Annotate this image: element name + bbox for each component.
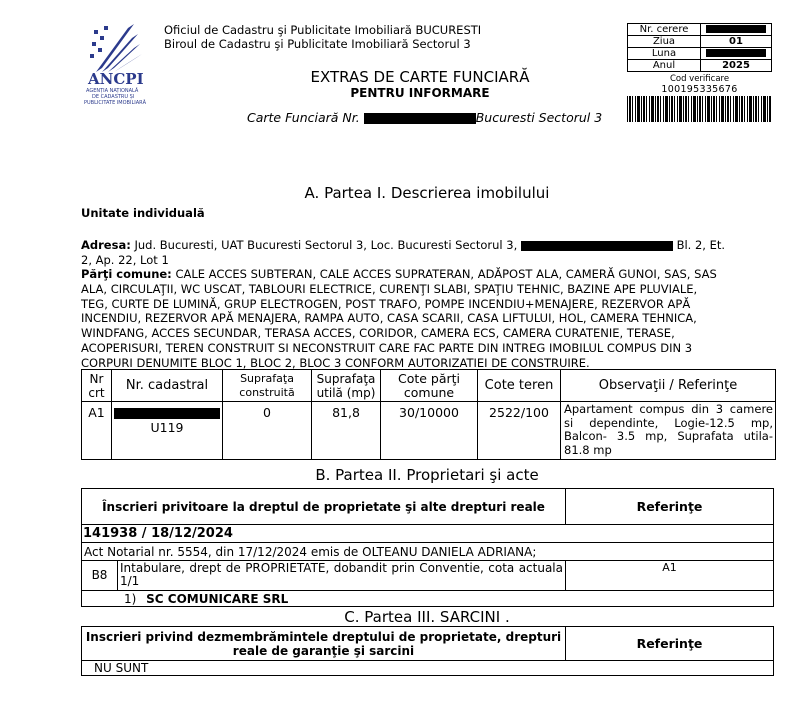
logo-line2: DE CADASTRU ȘI bbox=[92, 94, 135, 100]
act-notarial: Act Notarial nr. 5554, din 17/12/2024 emis de OLTEANU DANIELA ADRIANA; bbox=[82, 543, 774, 561]
request-label: Nr. cerere bbox=[628, 24, 701, 36]
request-row bbox=[628, 48, 772, 60]
cell-cadastral bbox=[112, 402, 223, 460]
cell-nr-crt: A1 bbox=[82, 402, 112, 460]
part1-heading: A. Partea I. Descrierea imobilului bbox=[304, 184, 550, 202]
th-useful-area: Suprafaţa utilă (mp) bbox=[312, 370, 381, 402]
owners-table bbox=[81, 524, 774, 607]
owners-col-right: Referinţe bbox=[566, 489, 774, 525]
th-observations: Observaţii / Referinţe bbox=[561, 370, 776, 402]
property-table-row bbox=[82, 402, 776, 460]
common-line: INCENDIU, REZERVOR APĂ MENAJERA, RAMPA AUTO, CASA SCARII, CASA LIFTULUI, HOL, CAMERA TEHNICA, bbox=[81, 311, 697, 326]
address-text1: Jud. Bucuresti, UAT Bucuresti Sectorul 3, Loc. Bucuresti Sectorul 3, bbox=[134, 238, 518, 252]
request-label: Anul bbox=[628, 60, 701, 72]
cell-common-shares: 30/10000 bbox=[381, 402, 478, 460]
request-row bbox=[628, 24, 772, 36]
common-parts bbox=[81, 267, 781, 371]
address-text3: 2, Ap. 22, Lot 1 bbox=[81, 252, 169, 267]
cell-land-shares: 2522/100 bbox=[478, 402, 561, 460]
encumbrances-col-left: Inscrieri privind dezmembrămintele dreptului de proprietate, drepturi reale de garanţie şi sarcini bbox=[82, 627, 566, 661]
request-value: 01 bbox=[701, 36, 772, 48]
th-common-shares: Cote părţi comune bbox=[381, 370, 478, 402]
entry-id: 141938 / 18/12/2024 bbox=[82, 525, 774, 543]
cell-observations: Apartament compus din 3 camere si dependinte, Logie-12.5 mp, Balcon- 3.5 mp, Suprafata utila- 81.8 mp bbox=[561, 402, 776, 460]
request-row bbox=[628, 36, 772, 48]
request-label: Luna bbox=[628, 48, 701, 60]
common-line: ALA, CIRCULAŢII, WC USCAT, TABLOURI ELECTRICE, CURENŢI SLABI, SPAŢIU TEHNIC, BAZINE APE PLUVIALE, bbox=[81, 281, 698, 296]
request-value: 2025 bbox=[701, 60, 772, 72]
th-nr-crt: Nr crt bbox=[82, 370, 112, 402]
common-line: ACOPERISURI, TEREN CONSTRUIT SI NECONSTRUIT CARE FAC PARTE DIN INTREG IMOBILUL COMPUS DIN 3 bbox=[81, 340, 693, 355]
th-land-shares: Cote teren bbox=[478, 370, 561, 402]
property-table-header bbox=[82, 370, 776, 402]
request-redaction bbox=[706, 49, 766, 57]
logo-line1: AGENȚIA NAȚIONALĂ bbox=[86, 88, 139, 94]
request-redaction bbox=[706, 25, 766, 33]
common-line: CORPURI DENUMITE BLOC 1, BLOC 2, BLOC 3 CONFORM AUTORIZATIEI DE CONSTRUIRE. bbox=[81, 355, 590, 370]
unit-type: Unitate individuală bbox=[81, 206, 205, 220]
cell-built-area: 0 bbox=[223, 402, 312, 460]
verify-code: 100195335676 bbox=[661, 84, 738, 95]
office-line1: Oficiul de Cadastru şi Publicitate Imobiliară BUCURESTI bbox=[164, 23, 482, 37]
owner-row bbox=[82, 591, 774, 607]
request-box bbox=[627, 23, 772, 72]
document-title: EXTRAS DE CARTE FUNCIARĂ bbox=[310, 68, 530, 86]
encumbrances-none: NU SUNT bbox=[82, 661, 774, 676]
owner-name: SC COMUNICARE SRL bbox=[146, 591, 289, 606]
request-value-redacted bbox=[701, 24, 772, 36]
barcode bbox=[627, 96, 772, 122]
b-ref: A1 bbox=[566, 561, 774, 591]
encumbrances-col-right: Referinţe bbox=[566, 627, 774, 661]
request-value-redacted bbox=[701, 48, 772, 60]
logo-acronym: ANCPI bbox=[88, 70, 144, 88]
cadastral-tail: U119 bbox=[150, 420, 184, 435]
verify-label: Cod verificare bbox=[669, 74, 730, 84]
encumbrances-table bbox=[81, 626, 774, 676]
common-label: Părţi comune: bbox=[81, 267, 172, 281]
owners-col-left: Înscrieri privitoare la dreptul de proprietate şi alte drepturi reale bbox=[82, 489, 566, 525]
b-code: B8 bbox=[82, 561, 118, 591]
common-line: CALE ACCES SUBTERAN, CALE ACCES SUPRATERAN, ADĂPOST ALA, CAMERĂ GUNOI, SAS, SAS bbox=[175, 267, 717, 281]
address-block bbox=[81, 238, 775, 267]
part3-heading: C. Partea III. SARCINI . bbox=[344, 608, 510, 626]
cf-number-line bbox=[247, 110, 602, 125]
address-label: Adresa: bbox=[81, 238, 131, 252]
cf-prefix: Carte Funciară Nr. bbox=[247, 110, 360, 125]
address-redaction bbox=[521, 241, 673, 251]
ancpi-logo bbox=[82, 20, 167, 110]
cf-suffix: Bucuresti Sectorul 3 bbox=[475, 110, 603, 125]
cf-number-redaction bbox=[364, 113, 476, 124]
owners-header-table bbox=[81, 488, 774, 525]
office-line2: Biroul de Cadastru şi Publicitate Imobiliară Sectorul 3 bbox=[164, 37, 471, 51]
address-text2: Bl. 2, Et. bbox=[676, 238, 726, 252]
document-subtitle: PENTRU INFORMARE bbox=[350, 86, 490, 100]
property-table bbox=[81, 369, 776, 460]
cadastral-redaction bbox=[114, 408, 220, 419]
cell-useful-area: 81,8 bbox=[312, 402, 381, 460]
common-line: WINDFANG, ACCES SECUNDAR, TERASA ACCES, CORIDOR, CAMERA ECS, CAMERA CURATENIE, TERASE, bbox=[81, 326, 675, 341]
owner-num: 1) bbox=[124, 591, 137, 606]
request-row bbox=[628, 60, 772, 72]
request-label: Ziua bbox=[628, 36, 701, 48]
part2-heading: B. Partea II. Proprietari şi acte bbox=[315, 466, 539, 484]
common-line: TEG, CURTE DE LUMINĂ, GRUP ELECTROGEN, POST TRAFO, POMPE INCENDIU+MENAJERE, REZERVOR APĂ bbox=[81, 296, 691, 311]
th-built-area: Suprafaţa construită bbox=[223, 370, 312, 402]
th-cadastral: Nr. cadastral bbox=[112, 370, 223, 402]
logo-line3: PUBLICITATE IMOBILIARĂ bbox=[84, 100, 147, 106]
b-text: Intabulare, drept de PROPRIETATE, dobandit prin Conventie, cota actuala 1/1 bbox=[118, 561, 566, 591]
